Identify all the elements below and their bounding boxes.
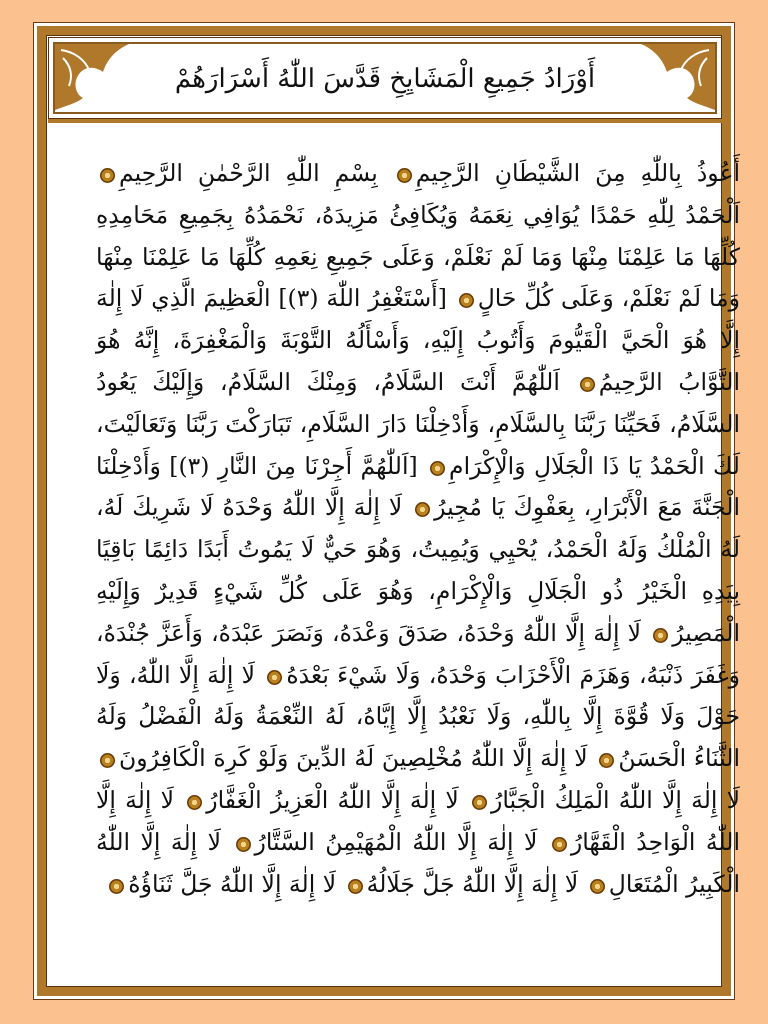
arabesque-corner-icon <box>55 44 129 110</box>
text-segment: لَا إِلٰهَ إِلَّا اللّٰهُ جَلَّ جَلَالُهُ <box>366 869 579 898</box>
rosette-icon <box>267 670 282 685</box>
rosette-icon <box>552 837 567 852</box>
text-segment: لَا إِلٰهَ إِلَّا اللّٰهُ الْمُهَيْمِنُ السَّتَّارُ <box>254 827 538 856</box>
text-segment: لَا إِلٰهَ إِلَّا اللّٰهُ الْكَبِيرُ الْمُتَعَالِ <box>96 827 740 898</box>
rosette-icon <box>100 168 115 183</box>
arabesque-corner-icon <box>641 44 715 110</box>
rosette-icon <box>590 879 605 894</box>
text-segment: لَا إِلٰهَ إِلَّا اللّٰهُ وَحْدَهُ، صَدَقَ وَعْدَهُ، وَنَصَرَ عَبْدَهُ، وَأَعَزَّ جُنْدَهُ، وَغَفَرَ ذَنْبَهُ، وَهَزَمَ الْأَحْزَابَ وَحْدَهُ، وَلَا شَيْءَ بَعْدَهُ <box>96 618 740 689</box>
text-segment: لَا إِلٰهَ إِلَّا اللّٰهُ، وَلَا حَوْلَ وَلَا قُوَّةَ إِلَّا بِاللّٰهِ، وَلَا نَعْبُدُ إِلَّا إِيَّاهُ، لَهُ النِّعْمَةُ وَلَهُ الْفَضْلُ وَلَهُ الثَّنَاءُ الْحَسَنُ <box>96 660 741 773</box>
rosette-icon <box>430 461 445 476</box>
rosette-icon <box>236 837 251 852</box>
text-segment: اَلْحَمْدُ لِلّٰهِ حَمْدًا يُوَافِي نِعَمَهُ وَيُكَافِئُ مَزِيدَهُ، نَحْمَدُهُ بِجَمِيعِ مَحَامِدِهِ كُلِّهَا مَا عَلِمْنَا مِنْهَا وَمَا لَمْ نَعْلَمْ، وَعَلَى جَمِيعِ نِعَمِهِ كُلِّهَا مَا عَلِمْنَا مِنْهَا وَمَا لَمْ نَعْلَمْ، وَعَلَى كُلِّ حَالٍ <box>96 200 740 313</box>
rosette-icon <box>415 502 430 517</box>
title-cartouche <box>48 37 722 119</box>
page-title: أَوْرَادُ جَمِيعِ الْمَشَايِخِ قَدَّسَ اللّٰهُ أَسْرَارَهُمْ <box>174 64 596 94</box>
rosette-icon <box>187 795 202 810</box>
text-segment: لَا إِلٰهَ إِلَّا اللّٰهُ الْعَزِيزُ الْغَفَّارُ <box>206 785 459 814</box>
rosette-icon <box>109 879 124 894</box>
text-segment: [اَللّٰهُمَّ أَجِرْنَا مِنَ النَّارِ (٣)] وَأَدْخِلْنَا الْجَنَّةَ مَعَ الْأَبْرَارِ، بِعَفْوِكَ يَا مُجِيرُ <box>96 451 740 522</box>
text-segment: لَا إِلٰهَ إِلَّا اللّٰهُ الْمَلِكُ الْجَبَّارُ <box>491 785 740 814</box>
litany-text <box>96 153 740 905</box>
rosette-icon <box>397 168 412 183</box>
text-segment: أَعُوذُ بِاللّٰهِ مِنَ الشَّيْطَانِ الرَّجِيمِ <box>415 159 740 187</box>
rosette-icon <box>599 753 614 768</box>
rosette-icon <box>653 628 668 643</box>
rosette-icon <box>100 753 115 768</box>
title-divider <box>48 119 722 123</box>
text-segment: اَللّٰهُمَّ أَنْتَ السَّلَامُ، وَمِنْكَ السَّلَامُ، وَإِلَيْكَ يَعُودُ السَّلَامُ، فَحَيِّنَا رَبَّنَا بِالسَّلَامِ، وَأَدْخِلْنَا دَارَ السَّلَامِ، تَبَارَكْتَ رَبَّنَا وَتَعَالَيْتَ، لَكَ الْحَمْدُ يَا ذَا الْجَلَالِ وَالْإِكْرَامِ <box>96 367 740 480</box>
text-segment: بِسْمِ اللّٰهِ الرَّحْمٰنِ الرَّحِيمِ <box>119 159 378 187</box>
rosette-icon <box>348 879 363 894</box>
rosette-icon <box>459 293 474 308</box>
text-segment: لَا إِلٰهَ إِلَّا اللّٰهُ وَحْدَهُ لَا شَرِيكَ لَهُ، لَهُ الْمُلْكُ وَلَهُ الْحَمْدُ، يُحْيِي وَيُمِيتُ، وَهُوَ حَيٌّ لَا يَمُوتُ أَبَدًا دَائِمًا بَاقِيًا بِيَدِهِ الْخَيْرُ ذُو الْجَلَالِ وَالْإِكْرَامِ، وَهُوَ عَلَى كُلِّ شَيْءٍ قَدِيرٌ وَإِلَيْهِ الْمَصِيرُ <box>96 493 740 647</box>
text-segment: لَا إِلٰهَ إِلَّا اللّٰهُ الْوَاحِدُ الْقَهَّارُ <box>96 785 740 856</box>
text-segment: لَا إِلٰهَ إِلَّا اللّٰهُ مُخْلِصِينَ لَهُ الدِّينَ وَلَوْ كَرِهَ الْكَافِرُونَ <box>119 744 588 773</box>
text-segment: [أَسْتَغْفِرُ اللّٰهَ (٣)] الْعَظِيمَ الَّذِي لَا إِلٰهَ إِلَّا هُوَ الْحَيَّ الْقَيُّومَ وَأَتُوبُ إِلَيْهِ، وَأَسْأَلُهُ التَّوْبَةَ وَالْمَغْفِرَةَ، إِنَّهُ هُوَ التَّوَّابُ الرَّحِيمُ <box>96 284 740 396</box>
text-segment: لَا إِلٰهَ إِلَّا اللّٰهُ جَلَّ ثَنَاؤُهُ <box>128 869 337 898</box>
rosette-icon <box>472 795 487 810</box>
page-frame <box>33 22 741 1000</box>
rosette-icon <box>580 377 595 392</box>
